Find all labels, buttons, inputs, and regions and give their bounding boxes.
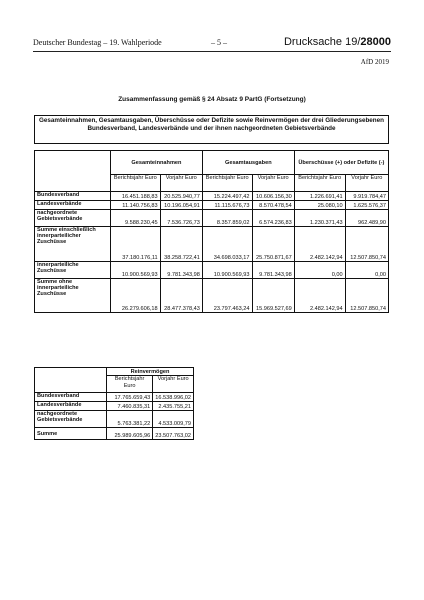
sub-header: Vorjahr Euro [153,376,194,393]
table-cell: 0,00 [345,262,388,279]
table-row [35,227,389,262]
table-cell: 28.477.378,43 [160,279,202,313]
table-cell: 25.989.605,96 [107,428,153,440]
table-row [35,279,389,313]
table-cell: 12.507.850,74 [345,279,388,313]
table-row [35,201,389,210]
row-label: Summe ohne innerparteiliche Zuschüsse [35,279,111,313]
sub-header: Berichtsjahr Euro [111,175,161,192]
table-cell: 12.507.850,74 [345,227,388,262]
table-cell: 962.489,90 [345,210,388,227]
row-label: Landesverbände [35,201,111,210]
document-number-value: 28000 [360,36,391,48]
page-header [33,37,391,52]
table-row [35,262,389,279]
income-expense-table [34,150,389,313]
table-cell: 9.781.343,98 [252,262,294,279]
table-cell: 16.451.188,83 [111,192,161,201]
table-cell: 6.574.236,83 [252,210,294,227]
table-row [35,393,194,402]
row-label: Landesverbände [35,402,107,411]
group-header-expense: Gesamtausgaben [202,151,294,175]
sub-header: Berichtsjahr Euro [294,175,345,192]
table-cell: 34.698.033,17 [202,227,252,262]
table-cell: 8.570.478,54 [252,201,294,210]
table-cell: 4.533.009,79 [153,411,194,428]
row-label: Summe [35,428,107,440]
party-label: AfD 2019 [360,58,389,66]
sub-header: Berichtsjahr Euro [107,376,153,393]
table-cell: 15.969.527,69 [252,279,294,313]
table-cell: 1.226.691,41 [294,192,345,201]
table-row [35,411,194,428]
group-header-surplus: Überschüsse (+) oder Defizite (-) [294,151,388,175]
table-cell: 37.180.176,11 [111,227,161,262]
table-cell: 9.919.784,47 [345,192,388,201]
table-cell: 23.797.463,24 [202,279,252,313]
group-header-income: Gesamteinnahmen [111,151,203,175]
table-cell: 7.536.726,73 [160,210,202,227]
group-header-row [35,151,389,175]
table-cell: 17.765.659,43 [107,393,153,402]
table-cell: 10.900.569,93 [111,262,161,279]
page-number: – 5 – [211,38,227,47]
table-cell: 25.750.871,67 [252,227,294,262]
table-cell: 1.230.371,43 [294,210,345,227]
table-cell: 38.258.722,41 [160,227,202,262]
table-cell: 9.781.343,98 [160,262,202,279]
summary-box: Gesamteinnahmen, Gesamtausgaben, Überschüsse oder Defizite sowie Reinvermögen der drei Gliederungsebenen Bundesverband, Landesverbände und der ihnen nachgeordneten Gebietsverbände [34,115,389,144]
row-label: Summe einschließlich innerparteilicher Zuschüsse [35,227,111,262]
table-cell: 2.482.142,94 [294,227,345,262]
table-row [35,402,194,411]
table-row [35,210,389,227]
table-cell: 1.625.576,37 [345,201,388,210]
table-cell: 5.763.381,22 [107,411,153,428]
net-assets-table [34,367,194,440]
table-cell: 7.460.835,31 [107,402,153,411]
group-header-row [35,368,194,376]
table-cell: 20.525.940,77 [160,192,202,201]
row-label: Bundesverband [35,192,111,201]
table-cell: 25.080,10 [294,201,345,210]
table-cell: 2.482.142,94 [294,279,345,313]
table-cell: 2.435.755,21 [153,402,194,411]
row-label: Bundesverband [35,393,107,402]
corner-cell [35,368,107,393]
sub-header: Vorjahr Euro [160,175,202,192]
table-cell: 23.507.763,02 [153,428,194,440]
table-cell: 10.606.156,30 [252,192,294,201]
sub-header: Vorjahr Euro [345,175,388,192]
row-label: innerparteiliche Zuschüsse [35,262,111,279]
row-label: nachgeordnete Gebietsverbände [35,210,111,227]
publication-title: Deutscher Bundestag – 19. Wahlperiode [33,38,162,47]
table-cell: 15.224.497,42 [202,192,252,201]
group-header-net-assets: Reinvermögen [107,368,194,376]
section-title: Zusammenfassung gemäß § 24 Absatz 9 PartG (Fortsetzung) [118,96,306,103]
table-cell: 16.538.996,02 [153,393,194,402]
table-cell: 11.140.756,83 [111,201,161,210]
document-number [284,36,391,48]
table-cell: 10.196.054,91 [160,201,202,210]
table-cell: 10.900.569,93 [202,262,252,279]
table-row [35,192,389,201]
table-cell: 9.588.230,45 [111,210,161,227]
table-cell: 11.115.676,73 [202,201,252,210]
table-row [35,428,194,440]
sub-header: Vorjahr Euro [252,175,294,192]
document-number-prefix: Drucksache 19/ [283,36,361,48]
table-cell: 8.357.859,02 [202,210,252,227]
sub-header: Berichtsjahr Euro [202,175,252,192]
row-label: nachgeordnete Gebietsverbände [35,411,107,428]
table-cell: 26.279.606,18 [111,279,161,313]
corner-cell [35,151,111,192]
table-cell: 0,00 [294,262,345,279]
